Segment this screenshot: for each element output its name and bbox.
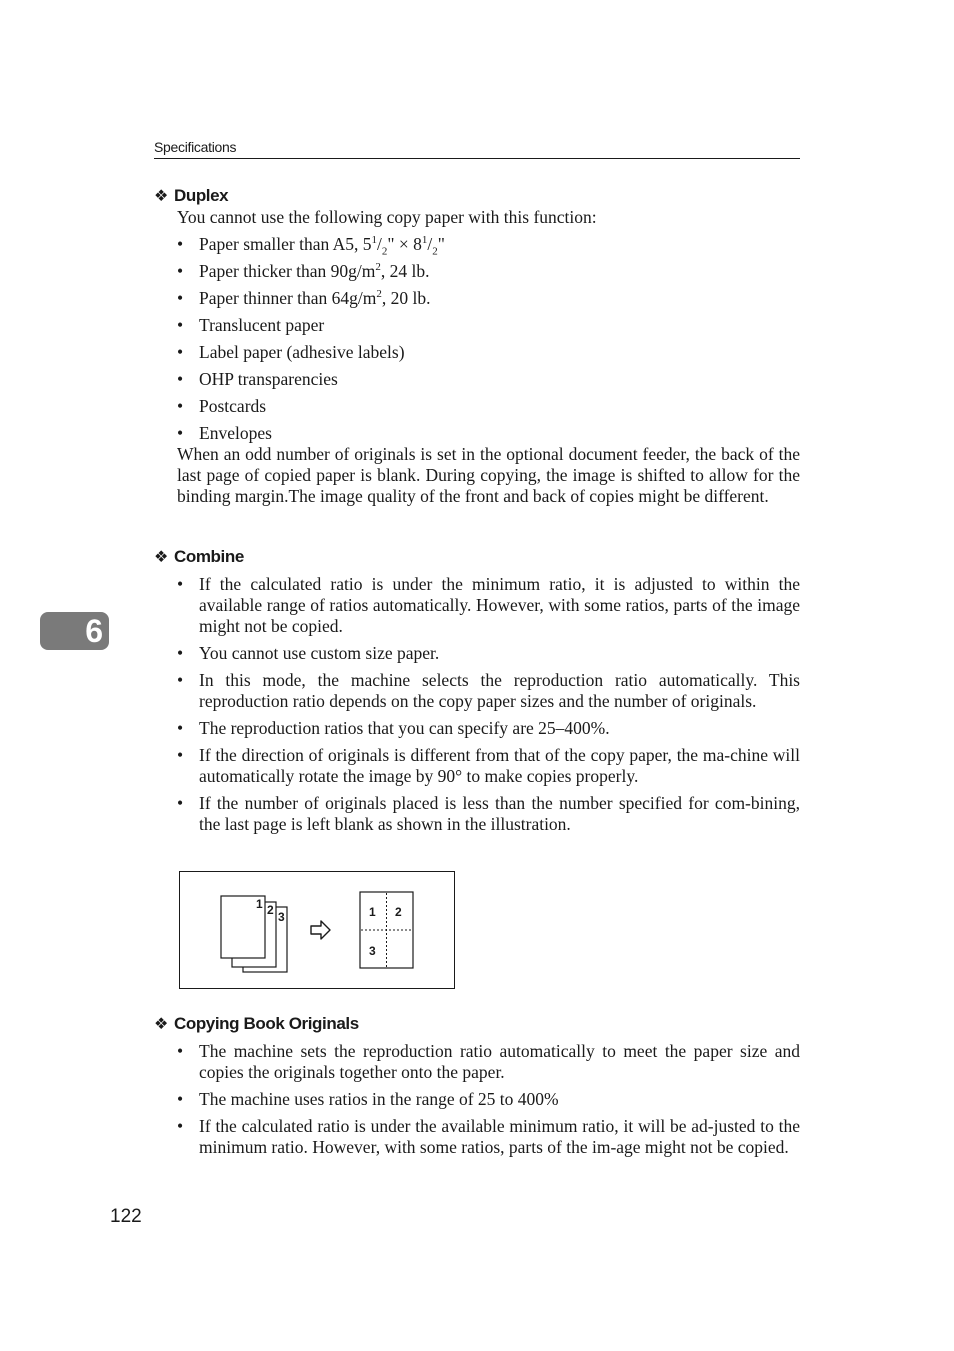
combine-title: Combine xyxy=(173,547,244,566)
diamond-bullet-icon: ❖ xyxy=(154,549,168,566)
list-item: • If the direction of originals is different from that of the copy paper, the ma-chine will automatically rotate the image by 90° to make copies properly. xyxy=(177,745,800,787)
combine-heading xyxy=(154,546,800,568)
running-header: Specifications xyxy=(154,139,237,155)
combined-result-page xyxy=(360,892,413,968)
book-section xyxy=(154,1013,800,1158)
diamond-bullet-icon: ❖ xyxy=(154,1016,168,1033)
list-item: • Label paper (adhesive labels) xyxy=(177,342,800,363)
duplex-section xyxy=(154,185,800,507)
arrow-right-icon xyxy=(311,921,330,939)
list-item: • Envelopes xyxy=(177,423,800,444)
duplex-list xyxy=(154,234,800,444)
list-item: • Paper thinner than $64g/m^2$, 20 lb. xyxy=(177,288,800,309)
original-stack xyxy=(221,896,287,972)
list-item: • The reproduction ratios that you can specify are 25–400%. xyxy=(177,718,800,739)
combine-section xyxy=(154,546,800,835)
list-item: • You cannot use custom size paper. xyxy=(177,643,800,664)
list-item: • Postcards xyxy=(177,396,800,417)
list-item: • If the calculated ratio is under the available minimum ratio, it will be ad-justed to the minimum ratio. However, with some ratios, parts of the im-age might not be copied. xyxy=(177,1116,800,1158)
result-label-2: 2 xyxy=(395,905,402,919)
list-item: • The machine sets the reproduction ratio automatically to meet the paper size and copies the originals together onto the paper. xyxy=(177,1041,800,1083)
chapter-number: 6 xyxy=(85,612,103,649)
combine-list xyxy=(154,574,800,835)
page-number: 122 xyxy=(110,1206,142,1227)
duplex-intro: You cannot use the following copy paper with this function: xyxy=(177,207,597,227)
stack-label-3: 3 xyxy=(278,910,285,924)
duplex-title: Duplex xyxy=(173,186,229,205)
list-item: • If the number of originals placed is less than the number specified for com-bining, the last page is left blank as shown in the illustration. xyxy=(177,793,800,835)
diamond-bullet-icon: ❖ xyxy=(154,188,168,205)
list-item: • In this mode, the machine selects the reproduction ratio automatically. This reproduction ratio depends on the copy paper sizes and the number of originals. xyxy=(177,670,800,712)
duplex-heading xyxy=(154,185,800,207)
combine-illustration xyxy=(179,871,455,989)
list-item: • If the calculated ratio is under the minimum ratio, it is adjusted to within the available range of ratios automatically. However, with some ratios, parts of the image might not be copied. xyxy=(177,574,800,637)
book-title: Copying Book Originals xyxy=(173,1014,359,1033)
chapter-tab xyxy=(40,612,109,650)
list-item: • Paper thicker than $90g/m^2$, 24 lb. xyxy=(177,261,800,282)
stack-label-1: 1 xyxy=(256,897,263,911)
result-label-3: 3 xyxy=(369,944,376,958)
list-item: • Paper smaller than A5, $5^1/_2$" × $8^1/_2$" xyxy=(177,234,800,255)
result-label-1: 1 xyxy=(369,905,376,919)
header-rule xyxy=(154,158,800,159)
book-heading xyxy=(154,1013,800,1035)
list-item: • OHP transparencies xyxy=(177,369,800,390)
list-item: • Translucent paper xyxy=(177,315,800,336)
stack-label-2: 2 xyxy=(267,903,274,917)
list-item: • The machine uses ratios in the range of 25 to 400% xyxy=(177,1089,800,1110)
book-list xyxy=(154,1041,800,1158)
duplex-note: When an odd number of originals is set in the optional document feeder, the back of the last page of copied paper is blank. During copying, the image is shifted to allow for the binding margin.The image quality of the front and back of copies might be different. xyxy=(177,444,800,506)
